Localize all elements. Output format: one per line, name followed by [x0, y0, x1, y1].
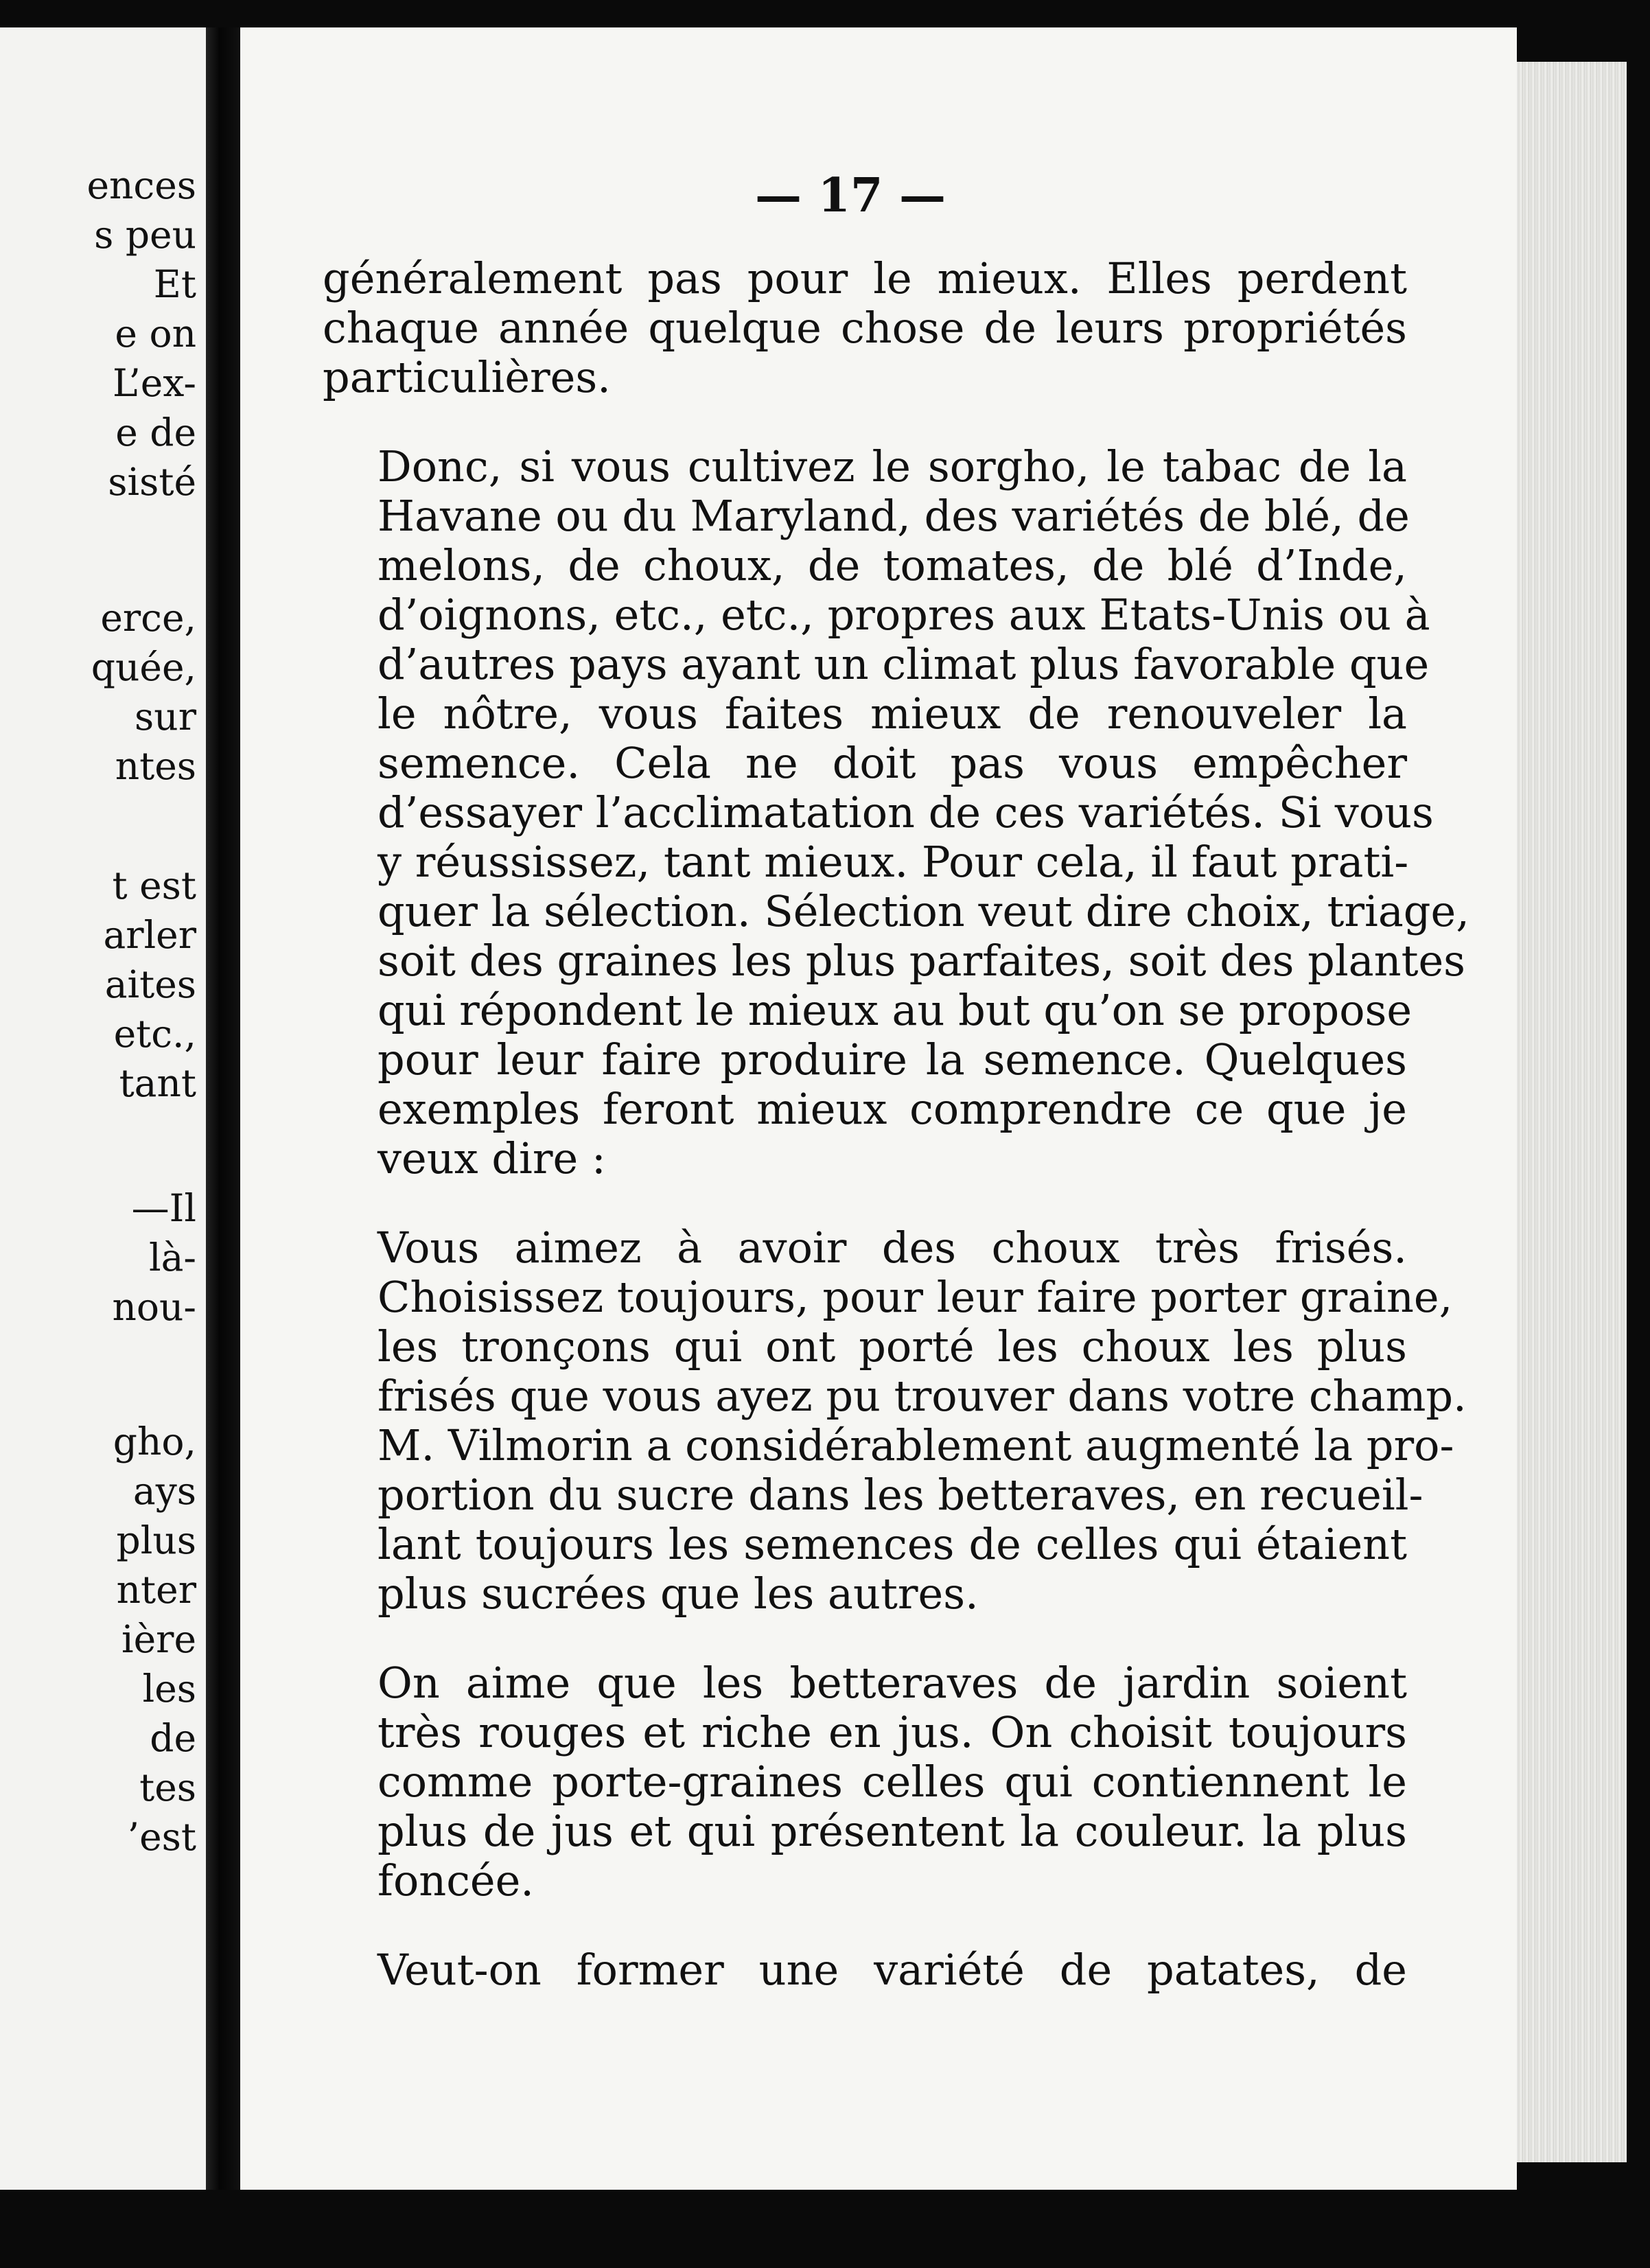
text-line: particulières. — [323, 352, 611, 402]
left-line: etc., — [113, 1012, 196, 1056]
left-line: nter — [116, 1568, 196, 1612]
text-line: le nôtre, vous faites mieux de renouveler la — [377, 688, 1407, 739]
page-number: — 17 — — [755, 168, 946, 223]
left-line: de — [150, 1716, 196, 1760]
text-line: d’essayer l’acclimatation de ces variétés. Si vous — [377, 787, 1434, 837]
text-line: On aime que les betteraves de jardin soient — [377, 1658, 1407, 1708]
text-line: semence. Cela ne doit pas vous empêcher — [377, 738, 1407, 788]
left-line: plus — [116, 1518, 196, 1562]
left-line: ences — [86, 163, 196, 207]
text-line: chaque année quelque chose de leurs propriétés — [323, 303, 1407, 353]
text-line: exemples feront mieux comprendre ce que je — [377, 1084, 1407, 1134]
text-line: d’oignons, etc., etc., propres aux Etats-Unis ou à — [377, 590, 1430, 640]
text-line: Veut-on former une variété de patates, de — [377, 1945, 1407, 1995]
text-line: plus sucrées que les autres. — [377, 1569, 979, 1619]
text-line: généralement pas pour le mieux. Elles perdent — [323, 253, 1407, 303]
left-line: gho, — [113, 1420, 196, 1463]
paragraph — [323, 1658, 1407, 1906]
page-edges — [1517, 62, 1627, 2162]
left-line: ’est — [127, 1815, 196, 1859]
text-line: frisés que vous ayez pu trouver dans votre champ. — [377, 1371, 1467, 1421]
left-line: tant — [119, 1061, 196, 1105]
left-line: ière — [121, 1617, 196, 1661]
paragraph — [323, 441, 1469, 1183]
text-line: comme porte-graines celles qui contiennent le — [377, 1757, 1407, 1807]
left-line: ntes — [115, 744, 196, 788]
text-line: Choisissez toujours, pour leur faire porter graine, — [377, 1272, 1453, 1322]
left-line: e on — [115, 312, 196, 356]
left-line: L’ex- — [112, 361, 196, 405]
left-line: Et — [153, 262, 196, 306]
text-line: portion du sucre dans les betteraves, en recueil- — [377, 1470, 1424, 1520]
left-line: tes — [139, 1766, 196, 1809]
paragraph — [323, 1223, 1467, 1619]
left-line: —Il — [131, 1186, 196, 1230]
left-line: erce, — [100, 596, 196, 640]
text-line: lant toujours les semences de celles qui étaient — [377, 1519, 1407, 1569]
text-line: Havane ou du Maryland, des variétés de blé, de — [377, 491, 1410, 541]
text-line: très rouges et riche en jus. On choisit toujours — [377, 1707, 1407, 1757]
left-line: t est — [112, 864, 196, 907]
book-spine — [206, 27, 240, 2190]
left-line: e de — [115, 410, 196, 454]
text-line: quer la sélection. Sélection veut dire choix, triage, — [377, 886, 1469, 936]
left-line: aites — [104, 962, 196, 1006]
paragraph — [323, 1945, 1407, 1995]
left-line: sur — [135, 695, 196, 739]
text-line: plus de jus et qui présentent la couleur. la plus — [377, 1806, 1407, 1856]
left-line: quée, — [91, 645, 196, 689]
left-line: ays — [132, 1469, 196, 1513]
text-line: foncée. — [377, 1855, 535, 1906]
left-line: sisté — [108, 460, 196, 504]
previous-page-fragment — [0, 27, 206, 2190]
text-line: melons, de choux, de tomates, de blé d’Inde, — [377, 540, 1407, 590]
left-line: arler — [103, 913, 196, 957]
text-line: pour leur faire produire la semence. Quelques — [377, 1034, 1407, 1085]
left-line: là- — [149, 1236, 196, 1280]
text-line: d’autres pays ayant un climat plus favorable que — [377, 639, 1430, 689]
left-line: s peu — [94, 213, 196, 257]
text-line: soit des graines les plus parfaites, soit des plantes — [377, 936, 1465, 986]
text-line: veux dire : — [377, 1133, 606, 1183]
left-line: nou- — [112, 1285, 196, 1329]
text-line: M. Vilmorin a considérablement augmenté la pro- — [377, 1420, 1454, 1470]
text-line: Vous aimez à avoir des choux très frisés. — [377, 1223, 1407, 1273]
left-line: les — [142, 1667, 196, 1711]
text-line: qui répondent le mieux au but qu’on se propose — [377, 985, 1413, 1035]
text-line: y réussissez, tant mieux. Pour cela, il faut prati- — [377, 837, 1409, 887]
text-line: les tronçons qui ont porté les choux les plus — [377, 1321, 1407, 1372]
page-edge-shadow — [1627, 62, 1650, 2162]
text-line: Donc, si vous cultivez le sorgho, le tabac de la — [377, 441, 1407, 491]
page-body — [323, 253, 1469, 2035]
paragraph — [323, 254, 1407, 402]
